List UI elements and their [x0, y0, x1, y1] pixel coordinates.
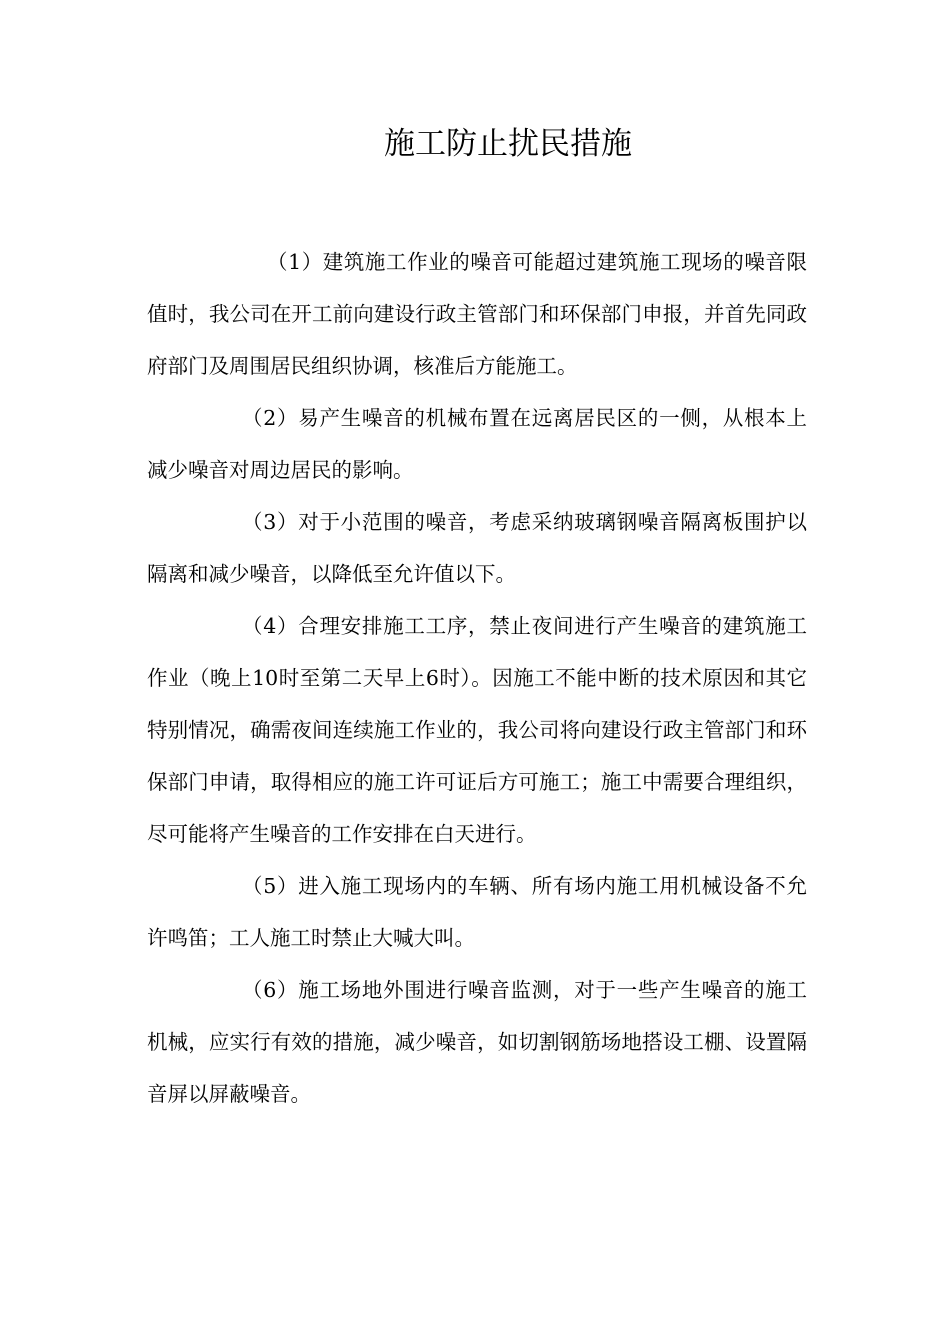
paragraph-4: （4）合理安排施工工序，禁止夜间进行产生噪音的建筑施工作业（晚上10时至第二天早上6时）。因施工不能中断的技术原因和其它特别情况，确需夜间连续施工作业的，我公司将向建设行政主管部门和环保部门申请，取得相应的施工许可证后方可施工；施工中需要合理组织，尽可能将产生噪音的工作安排在白天进行。	[147, 614, 807, 846]
paragraph-2: （2）易产生噪音的机械布置在远离居民区的一侧，从根本上减少噪音对周边居民的影响。	[147, 406, 807, 482]
paragraph-1: （1）建筑施工作业的噪音可能超过建筑施工现场的噪音限值时，我公司在开工前向建设行政主管部门和环保部门申报，并首先同政府部门及周围居民组织协调，核准后方能施工。	[147, 250, 807, 378]
paragraph-5: （5）进入施工现场内的车辆、所有场内施工用机械设备不允许鸣笛；工人施工时禁止大喊大叫。	[147, 874, 807, 950]
document-body	[147, 236, 807, 1120]
document-title: 施工防止扰民措施	[384, 126, 632, 162]
paragraph-3: （3）对于小范围的噪音，考虑采纳玻璃钢噪音隔离板围护以隔离和减少噪音，以降低至允许值以下。	[147, 510, 807, 586]
paragraph-6: （6）施工场地外围进行噪音监测，对于一些产生噪音的施工机械，应实行有效的措施，减少噪音，如切割钢筋场地搭设工棚、设置隔音屏以屏蔽噪音。	[147, 978, 807, 1106]
